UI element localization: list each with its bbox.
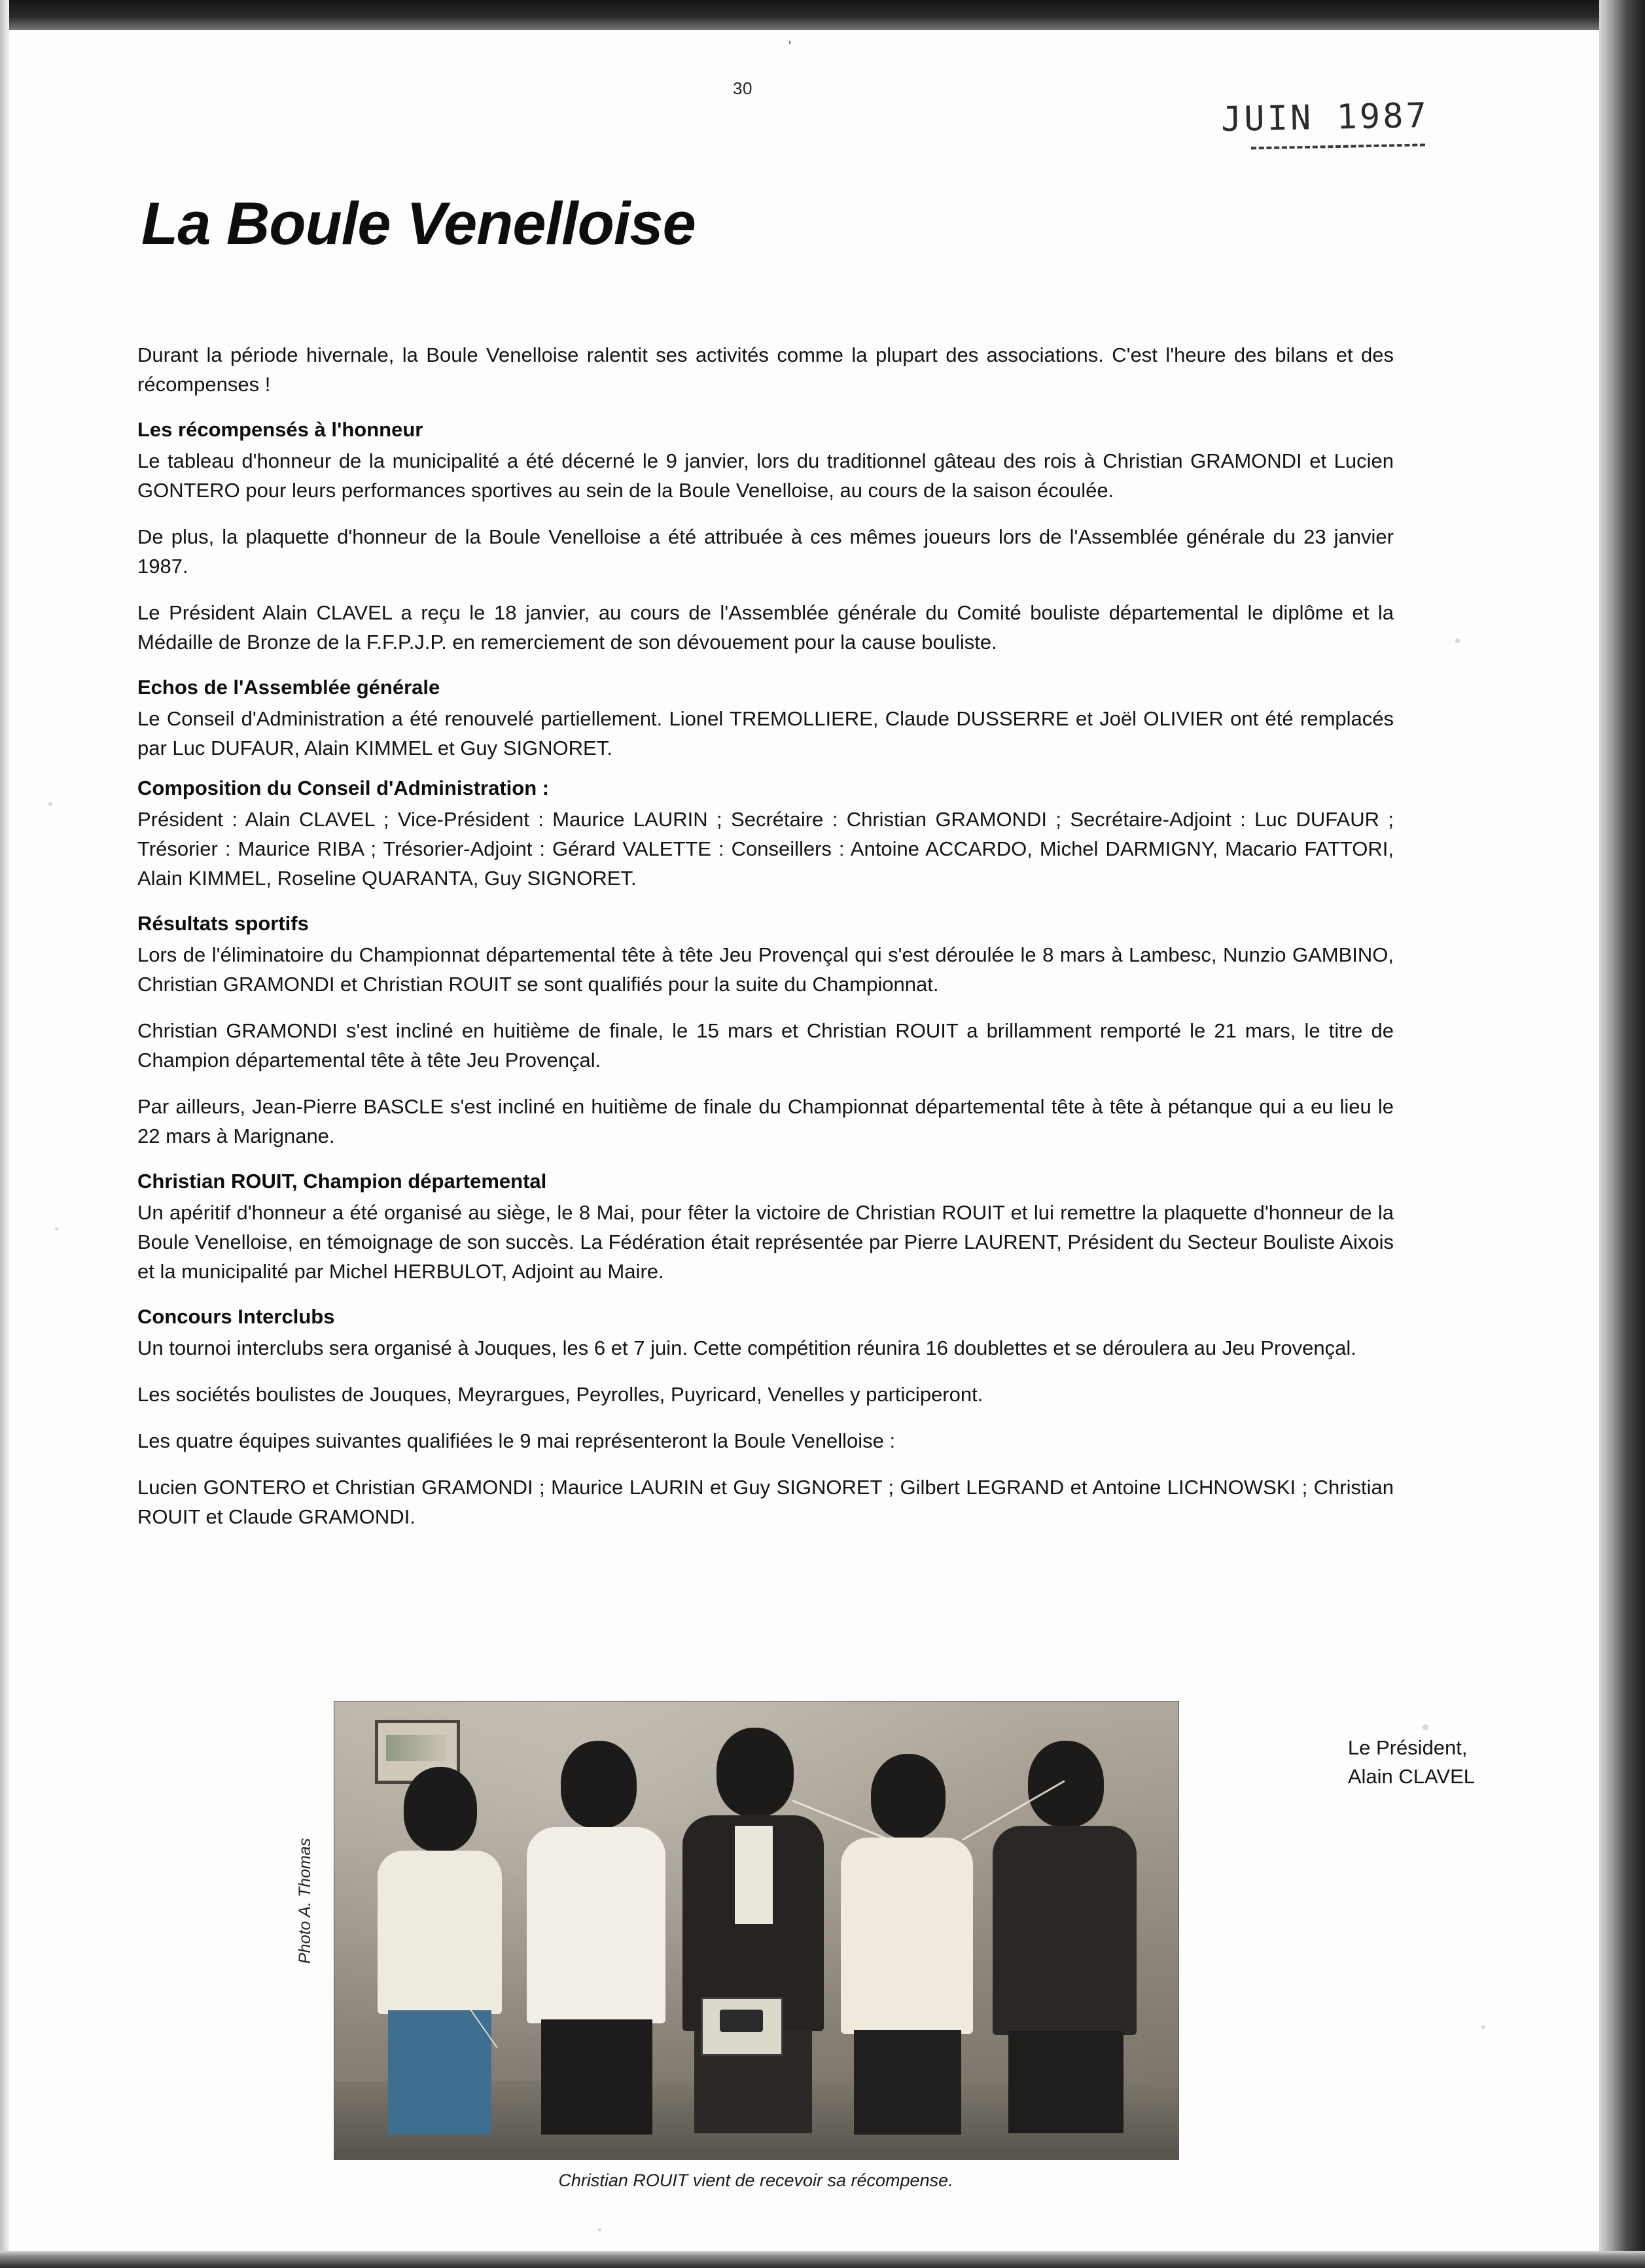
article-body [137, 340, 1394, 1548]
photo-credit: Photo A. Thomas [296, 1838, 314, 1964]
paragraph: Par ailleurs, Jean-Pierre BASCLE s'est incliné en huitième de finale du Championnat départemental tête à tête à pétanque qui a eu lieu le 22 mars à Marignane. [137, 1095, 1394, 1147]
section-heading-champion: Christian ROUIT, Champion départemental [137, 1170, 547, 1193]
paragraph: De plus, la plaquette d'honneur de la Boule Venelloise a été attribuée à ces mêmes joueurs lors de l'Assemblée générale du 23 janvier 1987. [137, 525, 1394, 578]
paragraph: Le Président Alain CLAVEL a reçu le 18 janvier, au cours de l'Assemblée générale du Comité bouliste départemental le diplôme et la Médaille de Bronze de la F.F.P.J.P. en remerciement de son dévouement pour la cause bouliste. [137, 601, 1394, 654]
photo-block [296, 1701, 1178, 2159]
signature-name: Alain CLAVEL [1347, 1765, 1475, 1788]
paragraph: Les sociétés boulistes de Jouques, Meyrargues, Peyrolles, Puyricard, Venelles y participeront. [137, 1383, 983, 1406]
award-plaque [701, 1997, 783, 2056]
photo-person [838, 1754, 976, 2133]
paragraph: Christian GRAMONDI s'est incliné en huitième de finale, le 15 mars et Christian ROUIT a brillamment remporté le 21 mars, le titre de Champion départemental tête à tête Jeu Provençal. [137, 1019, 1394, 1072]
paragraph: Les quatre équipes suivantes qualifiées le 9 mai représenteront la Boule Venelloise : [137, 1429, 896, 1452]
photo-person [989, 1741, 1139, 2133]
signature-block [1348, 1734, 1475, 1791]
signature-role: Le Président, [1347, 1736, 1468, 1759]
group-photo [334, 1701, 1179, 2160]
page-title: La Boule Venelloise [141, 190, 696, 257]
page-number: 30 [733, 79, 752, 98]
scan-edge-bottom [0, 2251, 1645, 2268]
section-heading-resultats: Résultats sportifs [137, 912, 309, 935]
intro-paragraph: Durant la période hivernale, la Boule Venelloise ralentit ses activités comme la plupart des associations. C'est l'heure des bilans et des récompenses ! [137, 343, 1394, 396]
photo-person [524, 1741, 668, 2133]
section-heading-composition: Composition du Conseil d'Administration : [137, 776, 550, 799]
scan-edge-left [0, 0, 9, 2268]
paragraph: Un tournoi interclubs sera organisé à Jouques, les 6 et 7 juin. Cette compétition réunira 16 doublettes et se déroulera au Jeu Provençal. [137, 1336, 1356, 1359]
photo-caption: Christian ROUIT vient de recevoir sa récompense. [558, 2171, 953, 2190]
section-heading-recompenses: Les récompensés à l'honneur [137, 418, 423, 441]
section-heading-interclubs: Concours Interclubs [137, 1305, 335, 1328]
scan-artifact-mark: ' [788, 38, 792, 54]
photo-person [374, 1767, 504, 2133]
photo-person [681, 1728, 825, 2133]
paragraph: Le tableau d'honneur de la municipalité a été décerné le 9 janvier, lors du traditionnel gâteau des rois à Christian GRAMONDI et Lucien GONTERO pour leurs performances sportives au sein de la Boule Venelloise, au cours de la saison écoulée. [137, 449, 1394, 502]
paragraph: Président : Alain CLAVEL ; Vice-Président : Maurice LAURIN ; Secrétaire : Christian GRAMONDI ; Secrétaire-Adjoint : Luc DUFAUR ; Trésorier : Maurice RIBA ; Trésorier-Adjoint : Gérard VALETTE : Conseillers : Antoine ACCARDO, Michel DARMIGNY, Macario FATTORI, Alain KIMMEL, Roseline QUARANTA, Guy SIGNORET. [137, 808, 1394, 890]
paragraph: Le Conseil d'Administration a été renouvelé partiellement. Lionel TREMOLLIERE, Claude DUSSERRE et Joël OLIVIER ont été remplacés par Luc DUFAUR, Alain KIMMEL et Guy SIGNORET. [137, 707, 1394, 759]
scan-edge-top [0, 0, 1645, 30]
section-heading-echos: Echos de l'Assemblée générale [137, 676, 440, 699]
paragraph: Un apéritif d'honneur a été organisé au siège, le 8 Mai, pour fêter la victoire de Christian ROUIT et lui remettre la plaquette d'honneur de la Boule Venelloise, en témoignage de son succès. La Fédération était représentée par Pierre LAURENT, Président du Secteur Bouliste Aixois et la municipalité par Michel HERBULOT, Adjoint au Maire. [137, 1201, 1394, 1283]
paragraph: Lucien GONTERO et Christian GRAMONDI ; Maurice LAURIN et Guy SIGNORET ; Gilbert LEGRAND et Antoine LICHNOWSKI ; Christian ROUIT et Claude GRAMONDI. [137, 1476, 1394, 1528]
date-stamp: JUIN 1987 [1220, 96, 1430, 140]
scan-edge-right [1599, 0, 1645, 2268]
paragraph: Lors de l'éliminatoire du Championnat départemental tête à tête Jeu Provençal qui s'est déroulée le 8 mars à Lambesc, Nunzio GAMBINO, Christian GRAMONDI et Christian ROUIT se sont qualifiés pour la suite du Championnat. [137, 943, 1394, 996]
